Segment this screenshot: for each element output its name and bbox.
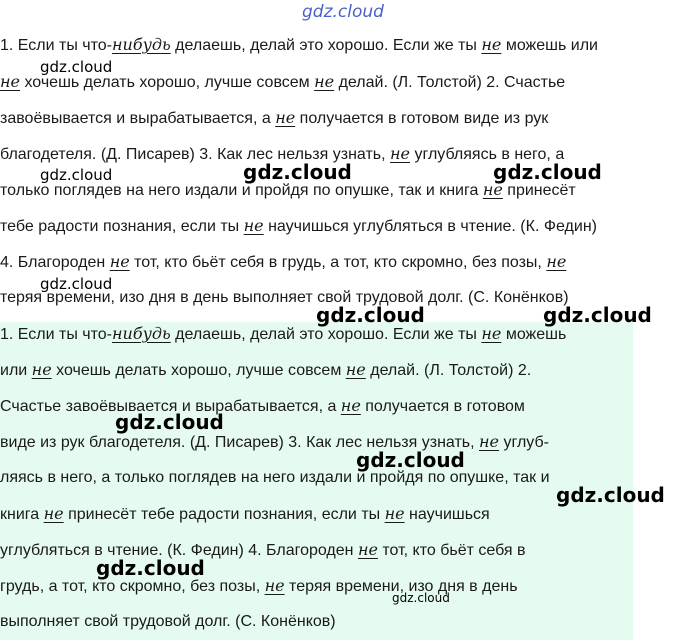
text-fragment: можешь — [501, 326, 567, 343]
text-fragment: 1. Если ты что- — [0, 326, 112, 343]
underlined-particle: не — [243, 216, 264, 235]
answer-line — [0, 324, 566, 345]
answer-line — [0, 360, 531, 381]
text-fragment: только поглядев на него издали и пройдя по опушке, так и книга — [0, 182, 483, 199]
underlined-particle: не — [340, 396, 361, 415]
text-fragment: делаешь, делай это хорошо. Если же ты — [170, 326, 482, 343]
text-fragment: грудь, а тот, кто скромно, без позы, — [0, 578, 265, 595]
text-fragment: 1. Если ты что- — [0, 37, 112, 54]
text-fragment: делай. (Л. Толстой) 2. Счастье — [334, 74, 566, 91]
watermark: gdz.cloud — [493, 160, 602, 184]
watermark: gdz.cloud — [392, 591, 450, 605]
watermark: gdz.cloud — [316, 303, 425, 327]
text-fragment: завоёвывается и вырабатывается, а — [0, 110, 276, 127]
text-fragment: делай. (Л. Толстой) 2. — [365, 362, 532, 379]
original-line — [0, 108, 548, 129]
text-fragment: книга — [0, 506, 44, 523]
text-fragment: 4. Благороден — [0, 254, 110, 271]
original-line — [0, 35, 598, 56]
text-fragment: или — [0, 362, 32, 379]
original-line — [0, 216, 597, 237]
underlined-particle: не — [31, 360, 52, 379]
answer-line — [0, 612, 336, 632]
underlined-particle: не — [314, 72, 335, 91]
answer-line — [0, 396, 525, 417]
text-fragment: принесёт — [502, 182, 576, 199]
text-fragment: теряя времени, изо дня в день выполняет свой трудовой долг. (С. Конёнков) — [0, 289, 569, 306]
text-fragment: научишься углубляться в чтение. (К. Федин) — [263, 218, 597, 235]
text-fragment: благодетеля. (Д. Писарев) 3. Как лес нельзя узнать, — [0, 146, 391, 163]
text-fragment: можешь или — [501, 37, 598, 54]
watermark: gdz.cloud — [96, 556, 205, 580]
underlined-particle: не — [264, 576, 285, 595]
underlined-particle: не — [275, 108, 296, 127]
text-fragment: ляясь в него, а только поглядев на него издали и пройдя по опушке, так и — [0, 469, 550, 486]
watermark: gdz.cloud — [115, 410, 224, 434]
text-fragment: делаешь, делай это хорошо. Если же ты — [170, 37, 482, 54]
underlined-particle: не — [546, 252, 567, 271]
text-fragment: углуб- — [499, 434, 549, 451]
underlined-particle: не — [384, 504, 405, 523]
text-fragment: виде из рук благодетеля. (Д. Писарев) 3. Как лес нельзя узнать, — [0, 434, 480, 451]
underlined-particle: не — [345, 360, 366, 379]
answer-line — [0, 468, 550, 488]
text-fragment: углубляться в чтение. (К. Федин) 4. Благороден — [0, 542, 358, 559]
text-fragment: теряя времени, изо дня в день — [284, 578, 518, 595]
underlined-particle: не — [481, 35, 502, 54]
underlined-particle: нибудь — [111, 35, 171, 54]
underlined-particle: не — [43, 504, 64, 523]
watermark: gdz.cloud — [302, 2, 384, 22]
watermark: gdz.cloud — [40, 58, 113, 76]
watermark: gdz.cloud — [356, 448, 465, 472]
original-line — [0, 252, 566, 273]
underlined-particle: нибудь — [111, 324, 171, 343]
answer-line — [0, 540, 526, 561]
underlined-particle: не — [357, 540, 378, 559]
text-fragment: тебе радости познания, если ты — [0, 218, 244, 235]
underlined-particle: не — [390, 144, 411, 163]
underlined-particle: не — [479, 432, 500, 451]
text-fragment: выполняет свой трудовой долг. (С. Конёнков) — [0, 613, 336, 630]
watermark: gdz.cloud — [543, 303, 652, 327]
text-fragment: получается в готовом — [360, 398, 525, 415]
text-fragment: тот, кто бьёт себя в — [377, 542, 526, 559]
underlined-particle: не — [481, 324, 502, 343]
text-fragment: научишься — [404, 506, 490, 523]
text-fragment: хочешь делать хорошо, лучше совсем — [20, 74, 315, 91]
text-fragment: углубляясь в него, а — [410, 146, 565, 163]
underlined-particle: не — [0, 72, 21, 91]
text-fragment: тот, кто бьёт себя в грудь, а тот, кто скромно, без позы, — [129, 254, 547, 271]
watermark: gdz.cloud — [40, 166, 113, 184]
answer-line — [0, 432, 549, 453]
text-fragment: получается в готовом виде из рук — [295, 110, 549, 127]
underlined-particle: не — [482, 180, 503, 199]
text-fragment: Счастье завоёвывается и вырабатывается, а — [0, 398, 341, 415]
text-fragment: хочешь делать хорошо, лучше совсем — [51, 362, 346, 379]
watermark: gdz.cloud — [556, 483, 665, 507]
text-fragment: принесёт тебе радости познания, если ты — [63, 506, 385, 523]
watermark: gdz.cloud — [40, 275, 113, 293]
watermark: gdz.cloud — [243, 160, 352, 184]
answer-line — [0, 504, 490, 525]
underlined-particle: не — [109, 252, 130, 271]
